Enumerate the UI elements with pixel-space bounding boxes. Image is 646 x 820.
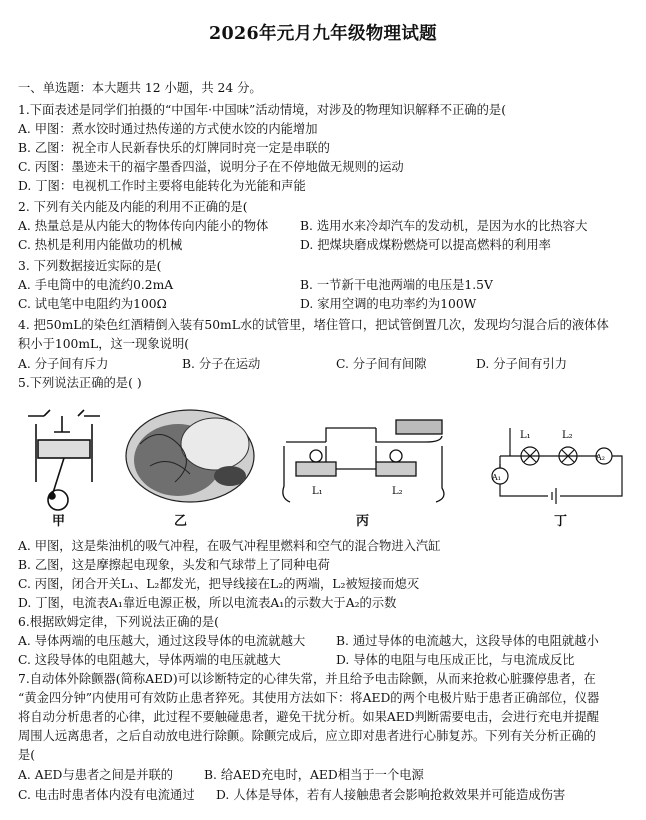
q7-option-b: B. 给AED充电时，AED相当于一个电源: [204, 768, 424, 782]
q2-stem: 2. 下列有关内能及内能的利用不正确的是(: [18, 200, 248, 214]
q5-option-d: D. 丁图，电流表A₁靠近电源正极，所以电流表A₁的示数大于A₂的示数: [18, 596, 397, 610]
q5-figures: [14, 402, 634, 532]
q2-option-d: D. 把煤块磨成煤粉燃烧可以提高燃料的利用率: [300, 238, 551, 252]
q4-option-d: D. 分子间有引力: [476, 357, 568, 371]
q5-option-b: B. 乙图，这是摩擦起电现象，头发和气球带上了同种电荷: [18, 558, 330, 572]
q1-stem: 1.下面表述是同学们拍摄的“中国年·中国味”活动情境，对涉及的物理知识解释不正确的是(: [18, 103, 506, 117]
q4-option-a: A. 分子间有斥力: [18, 357, 109, 371]
q6-option-d: D. 导体的电阻与电压成正比，与电流成反比: [336, 653, 575, 667]
q7-option-c: C. 电击时患者体内没有电流通过: [18, 788, 195, 802]
fig-label-bing: 丙: [356, 514, 370, 529]
q3-option-a: A. 手电筒中的电流约0.2mA: [18, 278, 174, 292]
q1-option-c: C. 丙图：墨迹未干的福字墨香四溢，说明分子在不停地做无规则的运动: [18, 160, 404, 174]
q2-option-a: A. 热量总是从内能大的物体传向内能小的物体: [18, 219, 269, 233]
q7-stem-line1: 7.自动体外除颤器(简称AED)可以诊断特定的心律失常，并且给予电击除颤，从而来抢救心脏骤停患者，在: [18, 672, 596, 686]
q3-option-c: C. 试电笔中电阻约为100Ω: [18, 297, 167, 311]
bing-label-l2: L₂: [392, 486, 403, 497]
section-heading: 一、单选题：本大题共 12 小题，共 24 分。: [18, 81, 262, 95]
q5-stem: 5.下列说法正确的是( ): [18, 376, 142, 390]
engine-cylinder-figure: [14, 402, 114, 517]
ding-label-a1: A₁: [492, 473, 501, 482]
balloon-hair-figure: [120, 404, 265, 510]
q3-stem: 3. 下列数据接近实际的是(: [18, 259, 162, 273]
q3-option-b: B. 一节新干电池两端的电压是1.5V: [300, 278, 493, 292]
q5-option-c: C. 丙图，闭合开关L₁、L₂都发光，把导线接在L₂的两端，L₂被短接而熄灭: [18, 577, 420, 591]
q5-option-a: A. 甲图，这是柴油机的吸气冲程，在吸气冲程里燃料和空气的混合物进入汽缸: [18, 539, 441, 553]
q7-stem-line2: “黄金四分钟”内使用可有效防止患者猝死。其使用方法如下：将AED的两个电极片贴于患者正确部位，仪器: [18, 691, 600, 705]
q4-option-b: B. 分子在运动: [182, 357, 261, 371]
ding-label-l1: L₁: [520, 430, 531, 441]
q3-option-d: D. 家用空调的电功率约为100W: [300, 297, 477, 311]
bing-label-l1: L₁: [312, 486, 323, 497]
circuit-diagram-figure: [482, 412, 632, 508]
q4-stem-line2: 积小于100mL，这一现象说明(: [18, 337, 190, 351]
q6-option-c: C. 这段导体的电阻越大，导体两端的电压就越大: [18, 653, 281, 667]
fig-label-jia: 甲: [52, 514, 66, 529]
q6-stem: 6.根据欧姆定律，下列说法正确的是(: [18, 615, 219, 629]
fig-label-yi: 乙: [174, 514, 188, 529]
q7-stem-line4: 周围人远离患者，之后自动放电进行除颤。除颤完成后，应立即对患者进行心肺复苏。下列有关分析正确的: [18, 729, 596, 743]
ding-label-l2: L₂: [562, 430, 573, 441]
q6-option-b: B. 通过导体的电流越大，这段导体的电阻就越小: [336, 634, 599, 648]
q4-option-c: C. 分子间有间隙: [336, 357, 427, 371]
q2-option-b: B. 选用水来冷却汽车的发动机，是因为水的比热容大: [300, 219, 588, 233]
q7-stem-line3: 将自动分析患者的心律，此过程不要触碰患者，避免干扰分析。如果AED判断需要电击，会进行充电并提醒: [18, 710, 600, 724]
fig-label-ding: 丁: [554, 514, 568, 529]
q2-option-c: C. 热机是利用内能做功的机械: [18, 238, 183, 252]
q7-option-d: D. 人体是导体，若有人接触患者会影响抢救效果并可能造成伤害: [216, 788, 566, 802]
q1-option-a: A. 甲图：煮水饺时通过热传递的方式使水饺的内能增加: [18, 122, 318, 136]
q1-option-b: B. 乙图：祝全市人民新春快乐的灯牌同时亮一定是串联的: [18, 141, 330, 155]
ding-label-a2: A₂: [596, 453, 605, 462]
series-bulbs-figure: [266, 406, 466, 510]
page-title: 2026年元月九年级物理试题: [209, 24, 437, 44]
q1-option-d: D. 丁图：电视机工作时主要将电能转化为光能和声能: [18, 179, 306, 193]
q4-stem-line1: 4. 把50mL的染色红酒精倒入装有50mL水的试管里，堵住管口，把试管倒置几次，发现均匀混合后的液体体: [18, 318, 609, 332]
q7-option-a: A. AED与患者之间是并联的: [18, 768, 174, 782]
q7-stem-line5: 是(: [18, 748, 36, 762]
q6-option-a: A. 导体两端的电压越大，通过这段导体的电流就越大: [18, 634, 306, 648]
